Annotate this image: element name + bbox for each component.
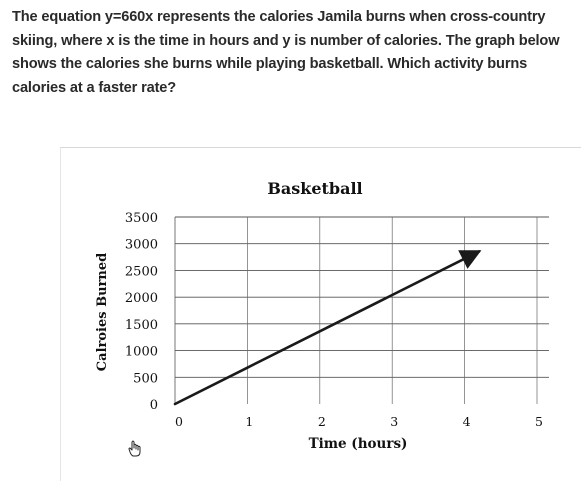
x-tick-label: 1 <box>245 414 254 429</box>
hand-pointer-icon[interactable] <box>129 441 140 456</box>
x-tick-label: 0 <box>175 414 183 429</box>
question-text: The equation y=660x represents the calories Jamila burns when cross-country skiing, where x is the time in hours and y is number of calories. The graph below shows the calories she burns while playing basketball. Which activity burns calories at a faster rate? <box>12 9 560 96</box>
y-tick-label: 2500 <box>124 264 158 280</box>
x-tick-label: 2 <box>317 414 326 429</box>
series-line <box>175 251 479 404</box>
y-tick-label: 1000 <box>124 344 158 360</box>
x-axis-label: Time (hours) <box>308 436 408 452</box>
y-tick-label: 2000 <box>124 291 158 307</box>
x-tick-label: 3 <box>390 414 399 429</box>
y-axis-label: Calroies Burned <box>95 252 110 372</box>
plot-area <box>175 251 479 404</box>
y-tick-label: 3500 <box>124 211 158 226</box>
chart-title: Basketball <box>267 179 363 198</box>
y-tick-label: 3000 <box>124 237 158 253</box>
y-tick-label: 1500 <box>124 317 158 333</box>
x-tick-label: 5 <box>535 414 543 429</box>
y-tick-label: 0 <box>149 398 158 413</box>
x-tick-label: 4 <box>462 414 471 429</box>
y-tick-label: 500 <box>133 371 158 387</box>
